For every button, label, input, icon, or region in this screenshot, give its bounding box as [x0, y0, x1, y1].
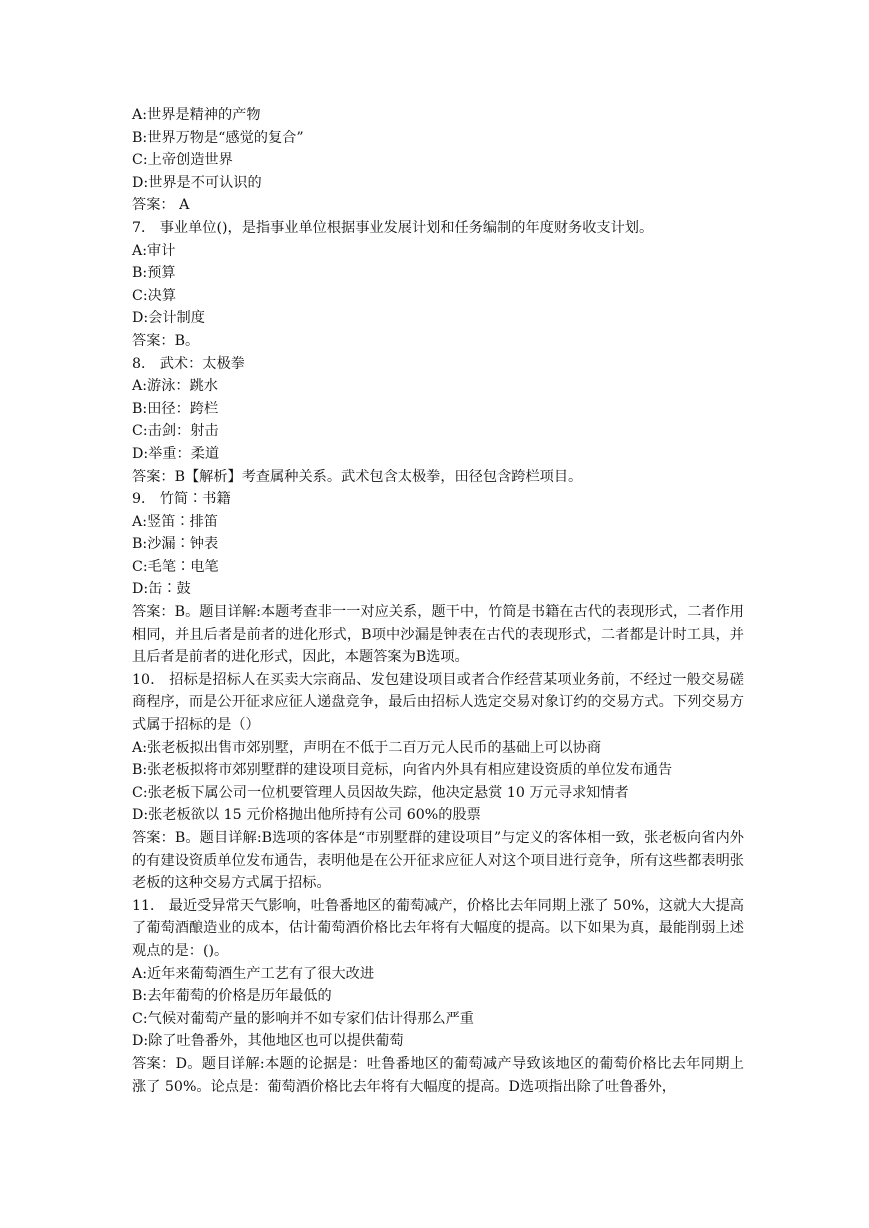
- q8-option-a: A:游泳：跳水: [132, 378, 218, 395]
- q7-question: 7． 事业单位()，是指事业单位根据事业发展计划和任务编制的年度财务收支计划。: [132, 219, 654, 236]
- q9-option-b: B:沙漏∶钟表: [132, 536, 219, 553]
- question-9-block: [132, 488, 744, 669]
- q9-answer: 答案：B。题目详解:本题考查非一一对应关系，题干中，竹简是书籍在古代的表现形式，二者作用相同，并且后者是前者的进化形式，B项中沙漏是钟表在古代的表现形式，二者都是计时工具，并且后者是前者的进化形式，因此，本题答案为B选项。: [132, 604, 744, 666]
- question-10-block: [132, 669, 744, 895]
- q11-option-b: B:去年葡萄的价格是历年最低的: [132, 988, 332, 1005]
- q7-option-c: C:决算: [132, 287, 177, 304]
- q7-answer: 答案：B。: [132, 332, 200, 349]
- q9-question: 9． 竹简∶书籍: [132, 491, 231, 508]
- q11-option-a: A:近年来葡萄酒生产工艺有了很大改进: [132, 965, 375, 982]
- q9-option-d: D:缶∶鼓: [132, 581, 191, 598]
- q10-option-d: D:张老板欲以 15 元价格抛出他所持有公司 60%的股票: [132, 807, 481, 824]
- q10-answer: 答案：B。题目详解:B选项的客体是“市别墅群的建设项目”与定义的客体相一致，张老板向省内外的有建设资质单位发布通告，表明他是在公开征求应征人对这个项目进行竞争，所有这些都表明张老板的这种交易方式属于招标。: [132, 830, 744, 892]
- q7-option-a: A:审计: [132, 242, 176, 259]
- q8-option-d: D:举重：柔道: [132, 445, 220, 462]
- q10-option-b: B:张老板拟将市郊别墅群的建设项目竞标，向省内外具有相应建设资质的单位发布通告: [132, 762, 673, 779]
- q6-option-c: C:上帝创造世界: [132, 152, 233, 169]
- q11-question: 11． 最近受异常天气影响，吐鲁番地区的葡萄减产，价格比去年同期上涨了 50%，这就大大提高了葡萄酒酿造业的成本，估计葡萄酒价格比去年将有大幅度的提高。以下如果为真，最能削弱上述观点的是：()。: [132, 897, 744, 959]
- q6-answer: 答案： A: [132, 197, 190, 214]
- document-page: [132, 104, 744, 1098]
- q6-option-d: D:世界是不可认识的: [132, 174, 262, 191]
- q6-option-a: A:世界是精神的产物: [132, 107, 261, 123]
- q7-option-b: B:预算: [132, 265, 176, 282]
- question-11-block: [132, 895, 744, 1098]
- q9-option-a: A:竖笛∶排笛: [132, 513, 218, 530]
- q8-question: 8． 武术：太极拳: [132, 355, 245, 372]
- question-8-block: [132, 353, 744, 489]
- q10-option-c: C:张老板下属公司一位机要管理人员因故失踪，他决定悬赏 10 万元寻求知情者: [132, 784, 629, 801]
- q7-option-d: D:会计制度: [132, 310, 205, 327]
- q11-answer: 答案：D。题目详解:本题的论据是：吐鲁番地区的葡萄减产导致该地区的葡萄价格比去年同期上涨了 50%。论点是：葡萄酒价格比去年将有大幅度的提高。D选项指出除了吐鲁番外，: [132, 1055, 744, 1095]
- q10-option-a: A:张老板拟出售市郊别墅，声明在不低于二百万元人民币的基础上可以协商: [132, 739, 602, 756]
- q11-option-c: C:气候对葡萄产量的影响并不如专家们估计得那么严重: [132, 1010, 474, 1027]
- q10-question: 10． 招标是招标人在买卖大宗商品、发包建设项目或者合作经营某项业务前，不经过一般交易磋商程序，而是公开征求应征人递盘竞争，最后由招标人选定交易对象订约的交易方式。下列交易方式属于招标的是（）: [132, 671, 744, 734]
- question-7-block: [132, 217, 744, 353]
- q9-option-c: C:毛笔∶电笔: [132, 558, 219, 575]
- q8-option-c: C:击剑：射击: [132, 423, 219, 440]
- q11-option-d: D:除了吐鲁番外，其他地区也可以提供葡萄: [132, 1033, 404, 1050]
- q8-answer: 答案：B【解析】考查属种关系。武术包含太极拳，田径包含跨栏项目。: [132, 468, 583, 485]
- q8-option-b: B:田径：跨栏: [132, 400, 219, 417]
- q6-option-b: B:世界万物是“感觉的复合”: [132, 129, 304, 146]
- question-6-block: [132, 104, 744, 217]
